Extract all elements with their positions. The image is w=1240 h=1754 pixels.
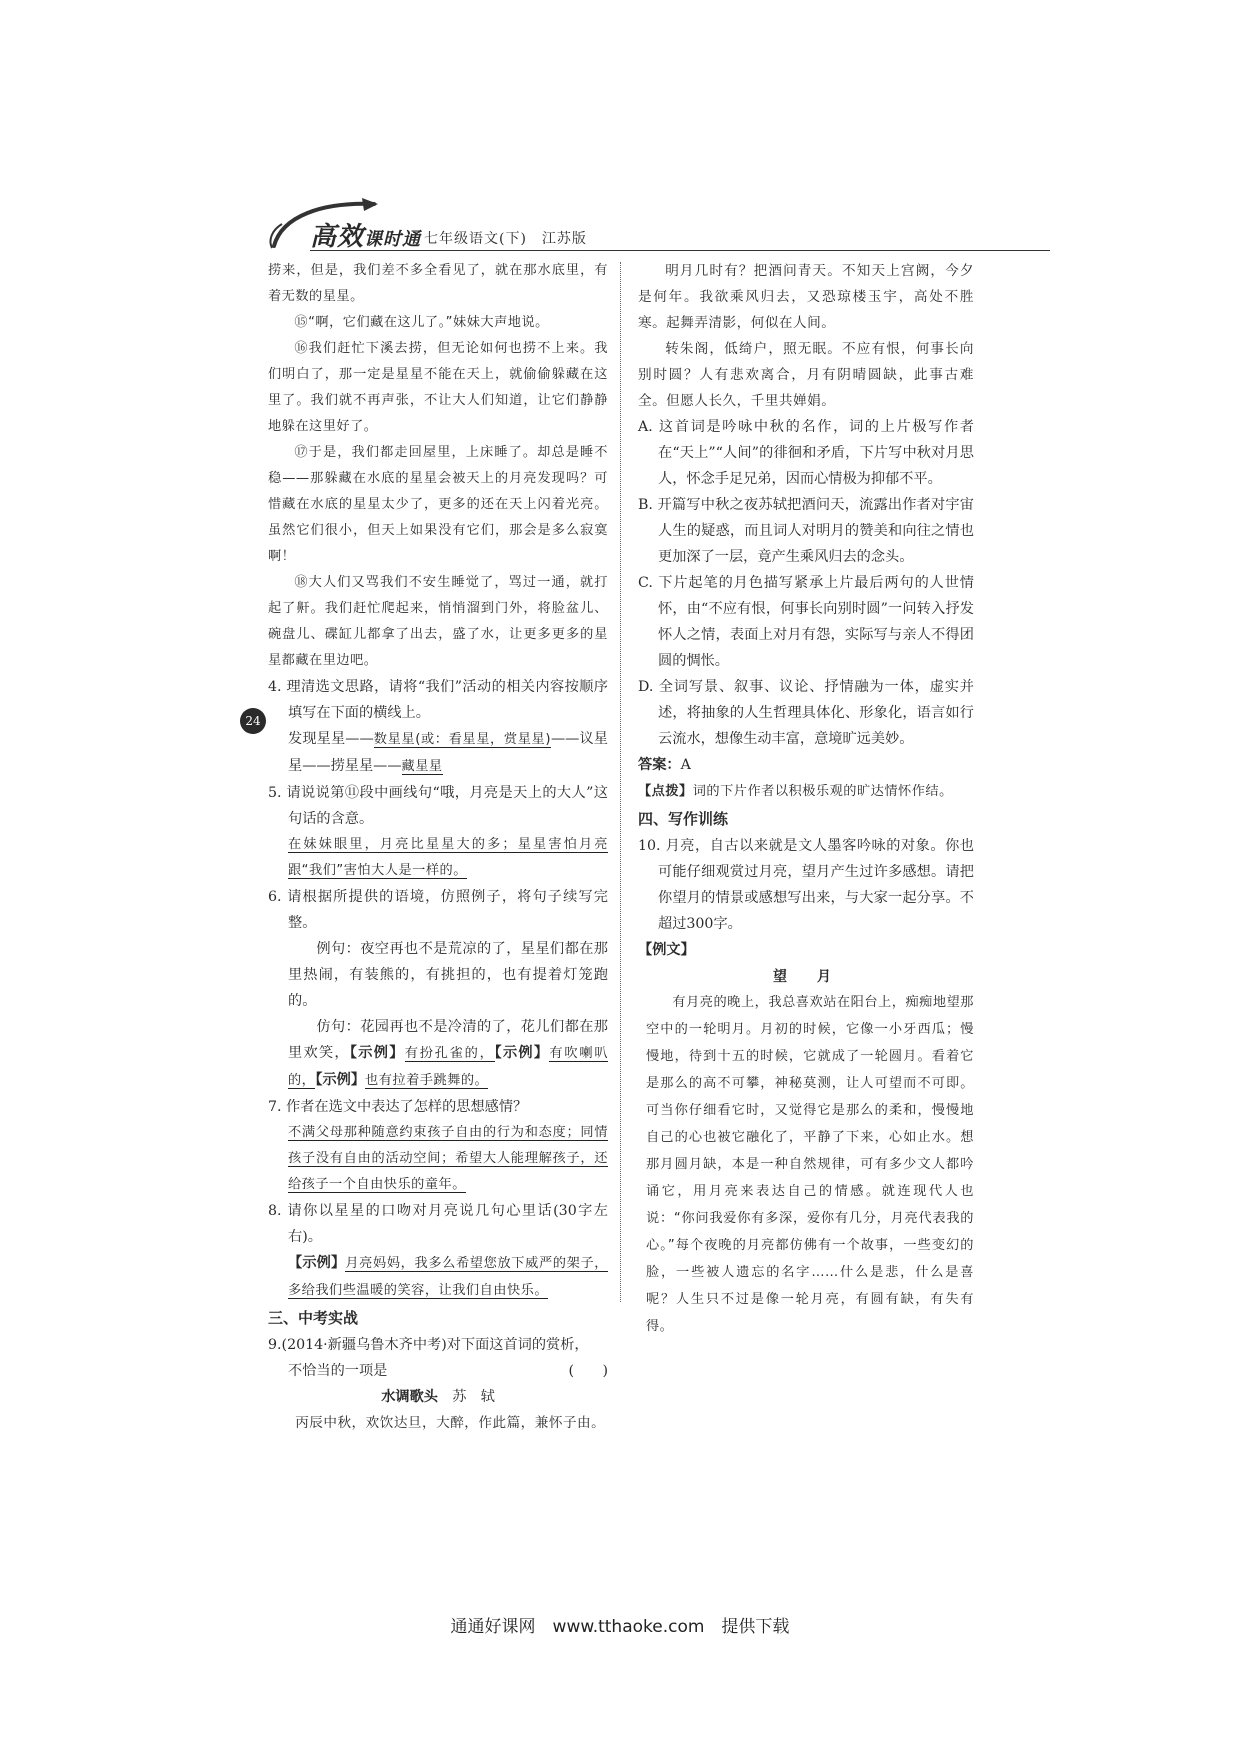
page-header (262, 196, 1062, 256)
question-9: 9.(2014·新疆乌鲁木齐中考)对下面这首词的赏析， (268, 1337, 589, 1353)
page-number-badge: 24 (240, 708, 266, 734)
poem-heading: 水调歌头 苏 轼 (381, 1389, 495, 1405)
question-9-line2: 不恰当的一项是 ( ) (268, 1358, 608, 1384)
left-column (268, 258, 608, 1436)
essay-title: 望 月 (773, 968, 839, 984)
answer-7: 不满父母那种随意约束孩子自由的行为和态度；同情孩子没有自由的活动空间；希望大人能理解孩子，还给孩子一个自由快乐的童年。 (288, 1125, 608, 1192)
option-a: A. 这首词是吟咏中秋的名作，词的上片极写作者在“天上”“人间”的徘徊和矛盾，下片写中秋对月思人，怀念手足兄弟，因而心情极为抑郁不平。 (638, 419, 974, 487)
answer-blank: ( ) (568, 1363, 608, 1379)
reading-paragraph-15: ⑮“啊，它们藏在这儿了。”妹妹大声地说。 (294, 315, 549, 330)
question-7: 7. 作者在选文中表达了怎样的思想感情？ (268, 1099, 528, 1115)
header-rule (310, 250, 1050, 251)
answer-8: 【示例】月亮妈妈，我多么希望您放下威严的架子，多给我们些温暖的笑容，让我们自由快乐。 (288, 1255, 608, 1298)
answer-4: 发现星星——数星星(或：看星星，赏星星)——议星星——捞星星——藏星星 (288, 731, 608, 774)
book-subtitle: 七年级语文(下) 江苏版 (424, 231, 587, 247)
essay-body: 有月亮的晚上，我总喜欢站在阳台上，痴痴地望那空中的一轮明月。月初的时候，它像一小牙西瓜；慢慢地，待到十五的时候，它就成了一轮圆月。看着它是那么的高不可攀，神秘莫测，让人可望而不可即。可当你仔细看它时，又觉得它是那么的柔和，慢慢地自己的心也被它融化了，平静了下来，心如止水。想那月圆月缺，本是一种自然规律，可有多少文人都吟诵它，用月亮来表达自己的情感。就连现代人也说：“你问我爱你有多深，爱你有几分，月亮代表我的心。”每个夜晚的月亮都仿佛有一个故事，一些变幻的脸，一些被人遗忘的名字……什么是悲，什么是喜呢？人生只不过是像一轮月亮，有圆有缺，有失有得。 (646, 995, 974, 1334)
column-divider (620, 262, 621, 1302)
poem-preface: 丙辰中秋，欢饮达旦，大醉，作此篇，兼怀子由。 (295, 1415, 606, 1431)
question-6: 6. 请根据所提供的语境，仿照例子，将句子续写完整。 (268, 889, 608, 931)
hint-9: 【点拨】词的下片作者以积极乐观的旷达情怀作结。 (638, 783, 953, 799)
question-10: 10. 月亮，自古以来就是文人墨客吟咏的对象。你也可能仔细观赏过月亮，望月产生过许多感想。请把你望月的情景或感想写出来，与大家一起分享。不超过300字。 (638, 838, 974, 932)
question-6-example: 例句：夜空再也不是荒凉的了，星星们都在那里热闹，有装熊的，有挑担的，也有提着灯笼跑的。 (288, 941, 608, 1009)
option-d: D. 全词写景、叙事、议论、抒情融为一体，虚实并述，将抽象的人生哲理具体化、形象化，语言如行云流水，想像生动丰富，意境旷远美妙。 (638, 679, 974, 747)
reading-paragraph-16: ⑯我们赶忙下溪去捞，但无论如何也捞不上来。我们明白了，那一定是星星不能在天上，就偷偷躲藏在这里了。我们就不再声张，不让大人们知道，让它们静静地躲在这里好了。 (268, 341, 608, 434)
question-5: 5. 请说说第⑪段中画线句“哦，月亮是天上的大人”这句话的含意。 (268, 785, 608, 827)
section-heading-3: 三、中考实战 (268, 1310, 359, 1327)
reading-paragraph-17: ⑰于是，我们都走回屋里，上床睡了。却总是睡不稳——那躲藏在水底的星星会被天上的月亮发现吗？可惜藏在水底的星星太少了，更多的还在天上闪着光亮。虽然它们很小，但天上如果没有它们，那会是多么寂寞啊！ (268, 445, 608, 564)
footer-watermark: 通通好课网 www.tthaoke.com 提供下载 (450, 1617, 790, 1637)
right-column (638, 258, 974, 1340)
answer-9: 答案：A (638, 757, 691, 773)
option-b: B. 开篇写中秋之夜苏轼把酒问天，流露出作者对宇宙人生的疑惑，而且词人对明月的赞美和向往之情也更加深了一层，竟产生乘风归去的念头。 (638, 497, 974, 565)
poem-stanza-1: 明月几时有？把酒问青天。不知天上宫阙，今夕是何年。我欲乘风归去，又恐琼楼玉宇，高处不胜寒。起舞弄清影，何似在人间。 (638, 263, 974, 331)
reading-paragraph: 捞来，但是，我们差不多全看见了，就在那水底里，有着无数的星星。 (268, 263, 608, 304)
question-4: 4. 理清选文思路，请将“我们”活动的相关内容按顺序填写在下面的横线上。 (268, 679, 608, 721)
section-heading-4: 四、写作训练 (638, 811, 729, 828)
reading-paragraph-18: ⑱大人们又骂我们不安生睡觉了，骂过一通，就打起了鼾。我们赶忙爬起来，悄悄溜到门外，将脸盆儿、碗盘儿、碟缸儿都拿了出去，盛了水，让更多更多的星星都藏在里边吧。 (268, 575, 608, 668)
brand-title: 高效课时通 (310, 222, 422, 252)
option-c: C. 下片起笔的月色描写紧承上片最后两句的人世情怀，由“不应有恨，何事长向别时圆”一问转入抒发怀人之情，表面上对月有怨，实际写与亲人不得团圆的惆怅。 (638, 575, 974, 669)
question-8: 8. 请你以星星的口吻对月亮说几句心里话(30字左右)。 (268, 1203, 608, 1245)
answer-6: 仿句：花园再也不是冷清的了，花儿们都在那里欢笑，【示例】有扮孔雀的，【示例】有吹喇叭的，【示例】也有拉着手跳舞的。 (288, 1019, 609, 1088)
example-label: 【例文】 (638, 942, 695, 958)
poem-stanza-2: 转朱阁，低绮户，照无眠。不应有恨，何事长向别时圆？人有悲欢离合，月有阴晴圆缺，此事古难全。但愿人长久，千里共婵娟。 (638, 341, 974, 409)
answer-5: 在妹妹眼里，月亮比星星大的多；星星害怕月亮跟“我们”害怕大人是一样的。 (288, 837, 608, 878)
